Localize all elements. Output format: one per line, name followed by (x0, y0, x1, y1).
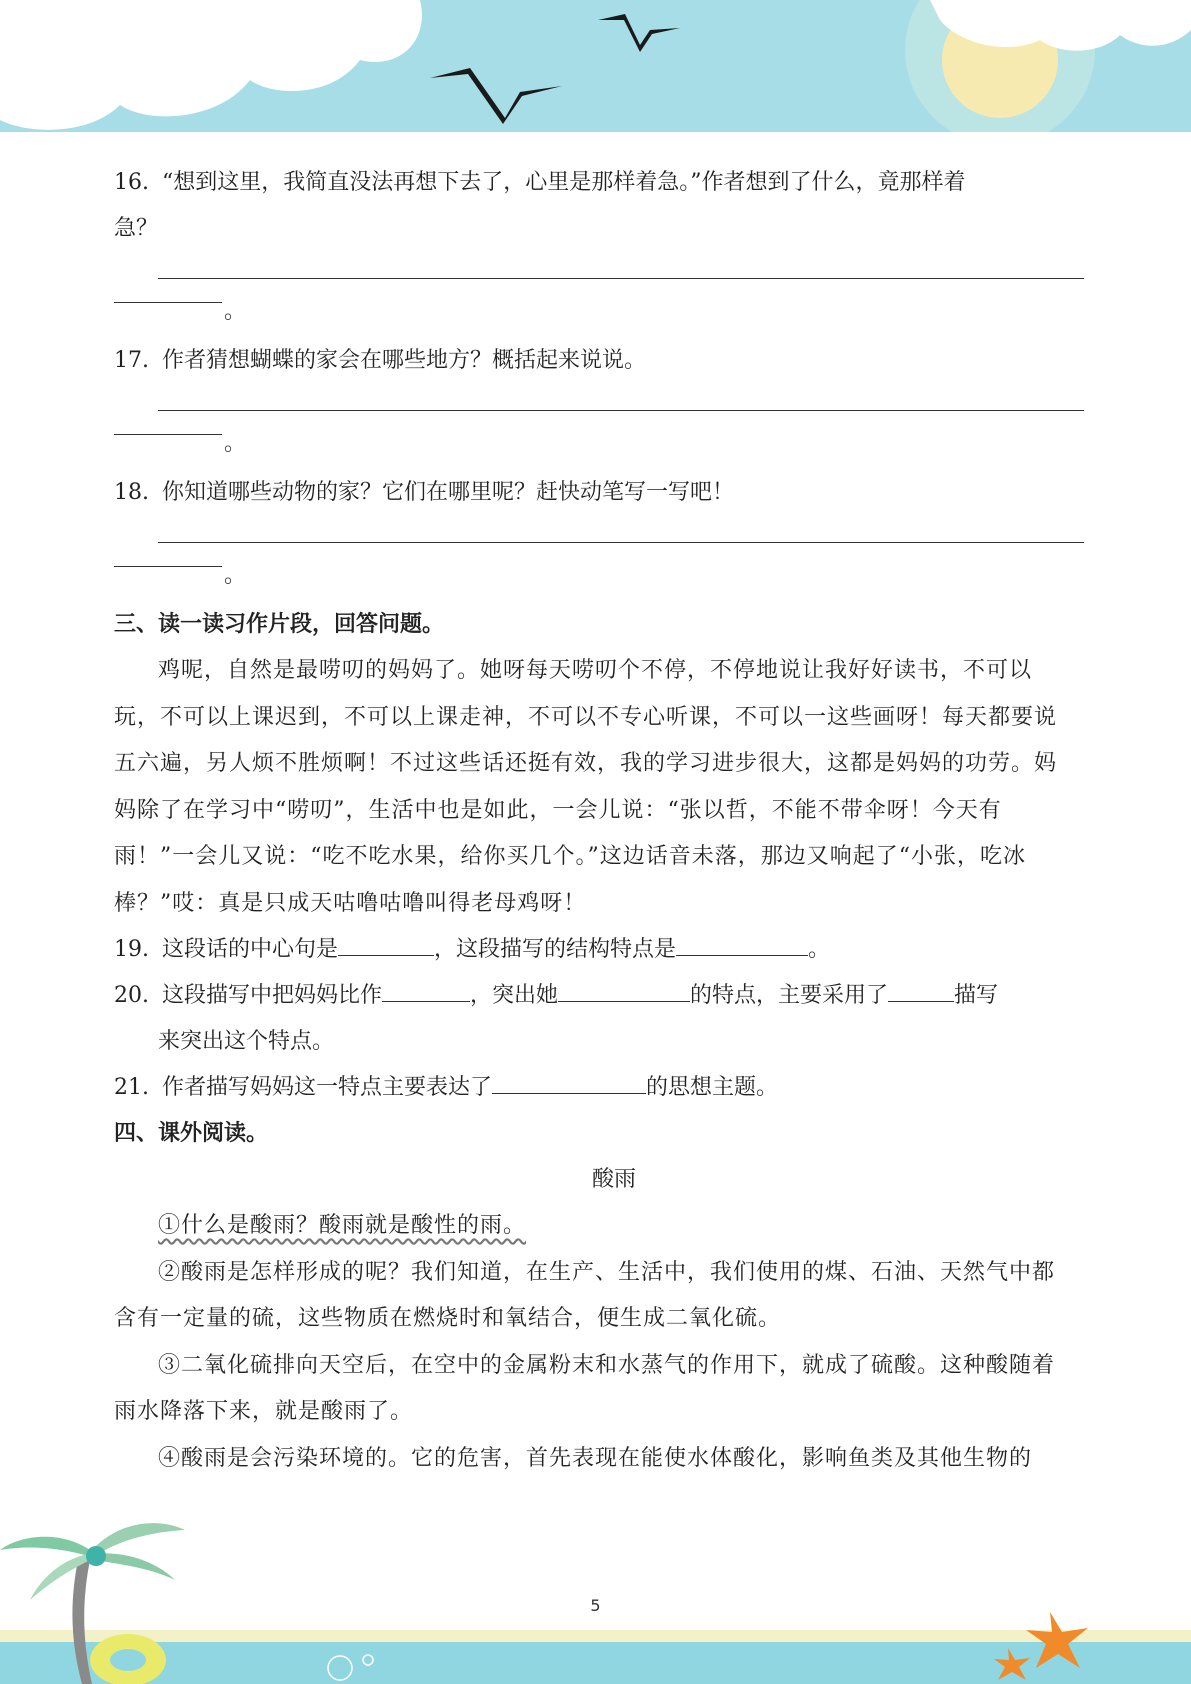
question-20: 20. 这段描写中把妈妈比作 ，突出她 的特点，主要采用了 描写 (114, 973, 1074, 1019)
question-21: 21. 作者描写妈妈这一特点主要表达了 的思想主题。 (114, 1065, 1074, 1111)
question-18 (114, 470, 1074, 516)
article-paragraph-2: ②酸雨是怎样形成的呢？我们知道，在生产、生活中，我们使用的煤、石油、天然气中都含有一定量的硫，这些物质在燃烧时和氧结合，便生成二氧化硫。 (114, 1259, 1056, 1331)
page-content (114, 160, 1074, 1482)
question-text: “想到这里，我简直没法再想下去了，心里是那样着急。”作者想到了什么，竟那样着 (162, 170, 966, 195)
header-banner (0, 0, 1191, 140)
blank-19b[interactable] (676, 933, 808, 956)
question-16 (114, 160, 1074, 206)
question-text: 你知道哪些动物的家？它们在哪里呢？赶快动笔写一写吧！ (162, 480, 735, 505)
answer-short-16[interactable]: 。 (114, 298, 1074, 338)
article-paragraph-1: ①什么是酸雨？酸雨就是酸性的雨。 (158, 1213, 527, 1238)
question-20-cont: 来突出这个特点。 (158, 1029, 335, 1054)
article-title: 酸雨 (591, 1167, 636, 1192)
question-text: 作者猜想蝴蝶的家会在哪些地方？概括起来说说。 (162, 348, 647, 373)
question-number: 17. (114, 348, 149, 373)
answer-line-17[interactable] (114, 384, 1074, 430)
blank-20c[interactable] (888, 979, 954, 1002)
section-3-heading: 三、读一读习作片段，回答问题。 (114, 612, 445, 637)
question-number: 18. (114, 480, 149, 505)
blank-19a[interactable] (338, 933, 434, 956)
blank-20a[interactable] (382, 979, 470, 1002)
question-17 (114, 338, 1074, 384)
section-3-passage: 鸡呢，自然是最唠叨的妈妈了。她呀每天唠叨个不停，不停地说让我好好读书，不可以玩，不可以上课迟到，不可以上课走神，不可以不专心听课，不可以一这些画呀！每天都要说五六遍，另人烦不胜烦啊！不过这些话还挺有效，我的学习进步很大，这都是妈妈的功劳。妈妈除了在学习中“唠叨”，生活中也是如此，一会儿说：“张以哲，不能不带伞呀！今天有雨！”一会儿又说：“吃不吃水果，给你买几个。”这边话音未落，那边又响起了“小张，吃冰棒？”哎：真是只成天咕噜咕噜叫得老母鸡呀！ (114, 658, 1058, 916)
article-paragraph-3: ③二氧化硫排向天空后，在空中的金属粉末和水蒸气的作用下，就成了硫酸。这种酸随着雨水降落下来，就是酸雨了。 (114, 1352, 1056, 1424)
answer-line-18[interactable] (114, 516, 1074, 562)
question-16-cont (114, 206, 1074, 252)
question-number: 16. (114, 170, 149, 195)
section-4-heading: 四、课外阅读。 (114, 1121, 269, 1146)
answer-short-17[interactable]: 。 (114, 430, 1074, 470)
blank-20b[interactable] (558, 979, 690, 1002)
life-ring-icon (90, 1634, 166, 1684)
question-text-continued: 急？ (114, 216, 159, 241)
page-number: 5 (590, 1596, 601, 1615)
answer-line-16[interactable] (114, 252, 1074, 298)
answer-short-18[interactable]: 。 (114, 562, 1074, 602)
question-19: 19. 这段话的中心句是 ，这段描写的结构特点是 。 (114, 927, 1074, 973)
article-paragraph-4: ④酸雨是会污染环境的。它的危害，首先表现在能使水体酸化，影响鱼类及其他生物的 (158, 1445, 1033, 1471)
blank-21[interactable] (492, 1071, 646, 1094)
